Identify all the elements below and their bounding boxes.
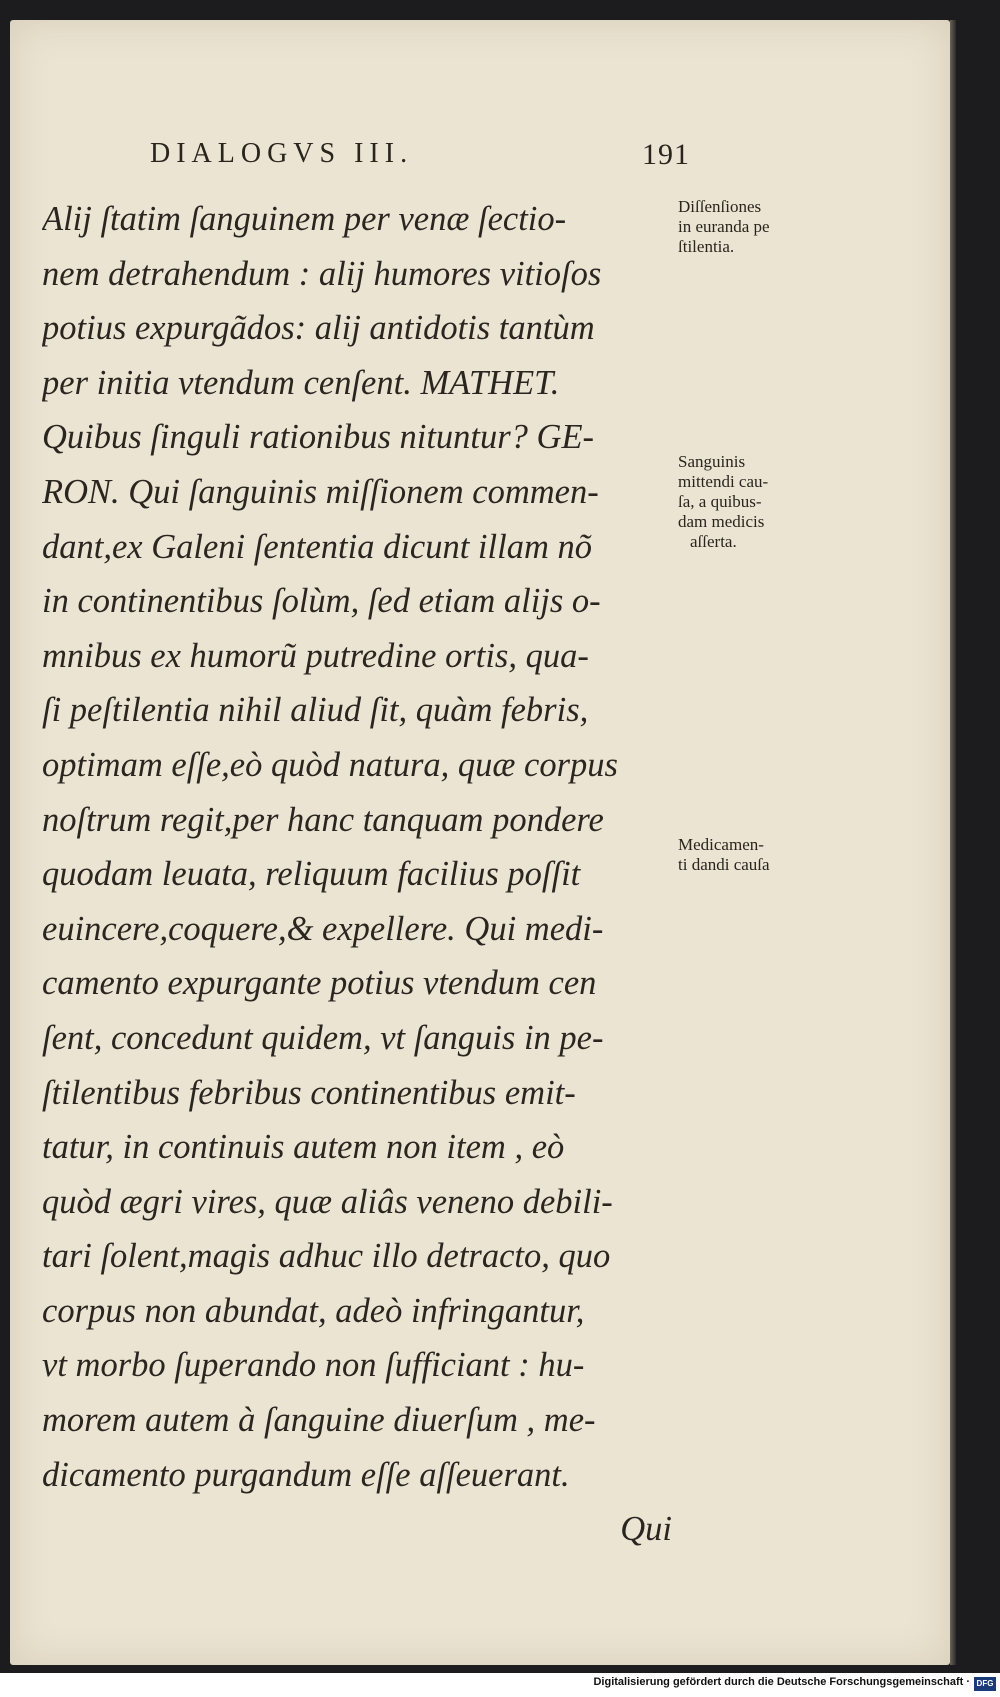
marginal-note [678,835,838,875]
marginal-note [678,452,838,552]
text-line: mnibus ex humorũ putredine ortis, qua- [42,636,589,675]
text-line: tari ſolent,magis adhuc illo detracto, quo [42,1237,611,1276]
text-line: dicamento purgandum eſſe aſſeuerant. [42,1455,570,1494]
marginal-note [678,197,838,257]
text-line: noſtrum regit,per hanc tanquam pondere [42,800,604,839]
text-line: euincere,coquere,& expellere. Qui medi- [42,909,604,948]
text-line: Alij ſtatim ſanguinem per venæ ſectio- [42,200,567,238]
page-edge-shadow [950,20,956,1665]
running-head [150,138,690,178]
text-line: Quibus ſinguli rationibus nituntur? GE- [42,418,595,457]
text-line: camento expurgante potius vtendum cen [42,964,597,1003]
text-line: optimam eſſe,eò quòd natura, quæ corpus [42,745,618,784]
catchword: Qui [620,1510,672,1549]
text-line: per initia vtendum cenſent. MATHET. [42,363,560,402]
running-title: DIALOGVS III. [150,138,414,169]
text-line: potius expurgãdos: alij antidotis tantùm [42,309,595,348]
page-number: 191 [642,138,690,171]
text-line: morem autem à ſanguine diuerſum , me- [42,1401,596,1440]
text-line: quodam leuata, reliquum facilius poſſit [42,855,581,894]
marginal-note-line: ti dandi cauſa [678,855,770,874]
text-line: quòd ægri vires, quæ aliâs veneno debili- [42,1182,613,1221]
main-text-block [42,192,672,1557]
marginal-note-line: Sanguinis [678,452,746,471]
text-line: vt morbo ſuperando non ſufficiant : hu- [42,1346,585,1385]
dfg-logo: DFG [974,1677,996,1691]
marginal-note-line: mittendi cau- [678,472,769,491]
marginal-note-line: Diſſenſiones [678,197,762,216]
text-line: in continentibus ſolùm, ſed etiam alijs o- [42,582,601,621]
book-page [10,20,950,1665]
text-line: dant,ex Galeni ſententia dicunt illam nõ [42,527,592,566]
marginal-note-line: ſtilentia. [678,237,735,256]
text-line: ſtilentibus febribus continentibus emit- [42,1073,576,1112]
digitization-credit: Digitalisierung gefördert durch die Deutsche Forschungsgemeinschaft · [593,1676,970,1688]
marginal-note-line: Medicamen- [678,835,764,854]
text-line: ſi peſtilentia nihil aliud ſit, quàm febris, [42,691,589,730]
text-line: corpus non abundat, adeò infringantur, [42,1291,585,1330]
text-line: RON. Qui ſanguinis miſſionem commen- [42,472,599,511]
marginal-note-line: aſſerta. [690,532,737,551]
text-line: nem detrahendum : alij humores vitioſos [42,254,602,293]
marginal-note-line: dam medicis [678,512,765,531]
text-line: tatur, in continuis autem non item , eò [42,1128,565,1167]
footer-strip [0,1673,1000,1697]
marginal-note-line: ſa, a quibus- [678,492,762,511]
text-line: ſent, concedunt quidem, vt ſanguis in pe- [42,1018,604,1057]
marginal-note-line: in euranda pe [678,217,770,236]
